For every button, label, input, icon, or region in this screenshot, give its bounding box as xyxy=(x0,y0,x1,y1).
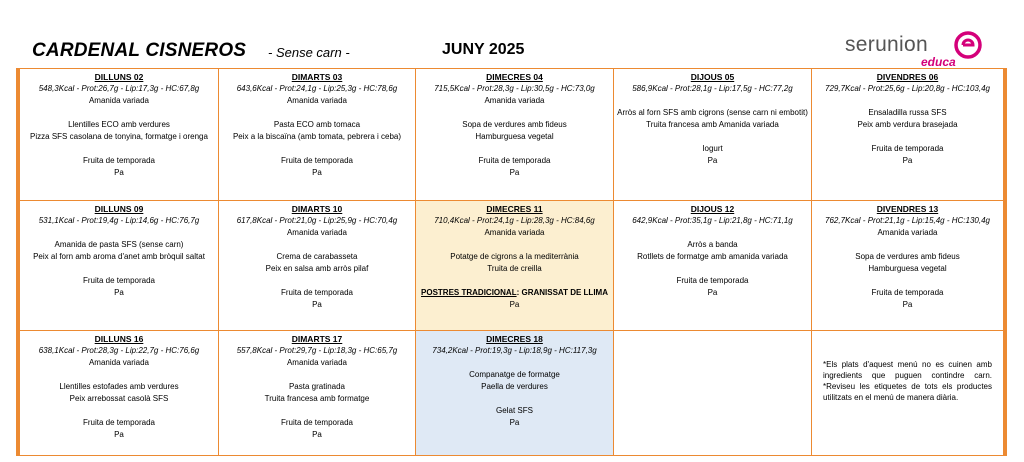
dish-line: Fruita de temporada xyxy=(871,144,944,153)
day-heading: DIMECRES 11 xyxy=(486,204,543,214)
spacer xyxy=(419,357,610,369)
empty-cell xyxy=(614,331,812,456)
dish-line: Pasta gratinada xyxy=(288,382,346,391)
day-heading: DIMARTS 17 xyxy=(291,334,343,344)
dish-line: Amanida de pasta SFS (sense carn) xyxy=(54,240,184,249)
spacer xyxy=(222,239,412,251)
spacer xyxy=(23,263,215,275)
dish-line: Pa xyxy=(902,300,913,309)
nutrition-info: 586,9Kcal - Prot:28,1g - Lip:17,5g - HC:77,2g xyxy=(632,84,793,93)
dish-line: Companatge de formatge xyxy=(469,370,560,379)
dish-line: Potatge de cigrons a la mediterrània xyxy=(450,252,579,261)
dish-line: Amanida variada xyxy=(484,96,545,105)
dish-line: Rotllets de formatge amb amanida variada xyxy=(637,252,788,261)
dish-line: Peix arrebossat casolà SFS xyxy=(69,394,169,403)
nutrition-info: 548,3Kcal - Prot:26,7g - Lip:17,3g - HC:67,8g xyxy=(38,84,200,93)
nutrition-info: 617,8Kcal - Prot:21,0g - Lip:25,9g - HC:70,4g xyxy=(236,216,398,225)
day-heading: DIJOUS 12 xyxy=(690,204,735,214)
school-name: CARDENAL CISNEROS xyxy=(32,40,247,61)
day-heading: DIVENDRES 13 xyxy=(876,204,939,214)
dish-line: Sopa de verdures amb fideus xyxy=(855,252,960,261)
spacer xyxy=(23,107,215,119)
dish-line: Fruita de temporada xyxy=(82,156,156,165)
day-cell xyxy=(219,331,416,456)
dish-line: Fruita de temporada xyxy=(478,156,551,165)
dish-line: Amanida variada xyxy=(286,96,348,105)
nutrition-info: 643,6Kcal - Prot:24,1g - Lip:25,3g - HC:78,6g xyxy=(236,84,398,93)
day-heading: DIMECRES 04 xyxy=(486,72,543,82)
header xyxy=(0,0,1024,69)
nutrition-info: 715,5Kcal - Prot:28,3g - Lip:30,5g - HC:73,0g xyxy=(434,84,595,93)
nutrition-info: 729,7Kcal - Prot:25,6g - Lip:20,8g - HC:103,4g xyxy=(825,84,990,93)
day-heading: DIMARTS 03 xyxy=(291,72,343,82)
spacer xyxy=(222,107,412,119)
dish-line: Amanida variada xyxy=(88,96,150,105)
day-cell xyxy=(416,331,614,456)
dish-line: Pa xyxy=(707,288,718,297)
day-cell xyxy=(614,201,812,331)
spacer xyxy=(617,131,808,143)
dish-line: Llentilles ECO amb verdures xyxy=(68,120,170,129)
dish-line: Amanida variada xyxy=(484,228,545,237)
day-cell xyxy=(219,68,416,201)
spacer xyxy=(815,131,1000,143)
spacer xyxy=(419,393,610,405)
dish-line: Peix al forn amb aroma d'anet amb bròquil saltat xyxy=(33,252,205,261)
spacer xyxy=(23,227,215,239)
day-heading: DILLUNS 02 xyxy=(94,72,144,82)
spacer xyxy=(617,95,808,107)
day-cell xyxy=(812,201,1003,331)
dish-line: Pa xyxy=(312,430,322,439)
dish-line: Amanida variada xyxy=(877,228,938,237)
day-cell xyxy=(20,201,219,331)
dish-line: Crema de carabasseta xyxy=(276,252,358,261)
nutrition-info: 762,7Kcal - Prot:21,1g - Lip:15,4g - HC:130,4g xyxy=(825,216,990,225)
logo-sub-text: educa xyxy=(921,55,956,69)
spacer xyxy=(222,369,412,381)
nutrition-info: 531,1Kcal - Prot:19,4g - Lip:14,6g - HC:76,7g xyxy=(38,216,200,225)
spacer xyxy=(222,143,412,155)
dish-line: Pa xyxy=(114,168,124,177)
dish-line: Pizza SFS casolana de tonyina, formatge i orenga xyxy=(30,132,208,141)
dish-line: Arròs a banda xyxy=(687,240,738,249)
dish-line: Fruita de temporada xyxy=(280,288,354,297)
spacer xyxy=(617,263,808,275)
dish-line: Pa xyxy=(114,430,124,439)
spacer xyxy=(815,239,1000,251)
special-dessert-value: : GRANISSAT DE LLIMA xyxy=(516,288,608,297)
dish-line: Sopa de verdures amb fideus xyxy=(462,120,567,129)
logo-main-text: serunion xyxy=(845,33,928,56)
dish-line: Amanida variada xyxy=(286,228,348,237)
dish-line: Hamburguesa vegetal xyxy=(868,264,947,273)
day-cell xyxy=(219,201,416,331)
dish-line: Paella de verdures xyxy=(481,382,548,391)
spacer xyxy=(23,143,215,155)
day-heading: DIVENDRES 06 xyxy=(876,72,939,82)
special-dessert xyxy=(419,287,610,299)
dish-line: Pasta ECO amb tomaca xyxy=(273,120,361,129)
day-heading: DILLUNS 16 xyxy=(94,334,144,344)
dish-line: Pa xyxy=(509,168,520,177)
menu-grid xyxy=(16,68,1007,456)
month-title: JUNY 2025 xyxy=(442,41,525,58)
spacer xyxy=(222,405,412,417)
menu-subtitle: - Sense carn - xyxy=(268,45,350,60)
dish-line: Amanida variada xyxy=(88,358,150,367)
dish-line: Fruita de temporada xyxy=(82,276,156,285)
nutrition-info: 557,8Kcal - Prot:29,7g - Lip:18,3g - HC:65,7g xyxy=(236,346,398,355)
dish-line: Fruita de temporada xyxy=(676,276,749,285)
day-heading: DIJOUS 05 xyxy=(690,72,735,82)
spacer xyxy=(617,227,808,239)
nutrition-info: 638,1Kcal - Prot:28,3g - Lip:22,7g - HC:76,6g xyxy=(38,346,200,355)
dish-line: Llentilles estofades amb verdures xyxy=(59,382,179,391)
dish-line: Fruita de temporada xyxy=(871,288,944,297)
dish-line: Pa xyxy=(509,418,520,427)
dish-line: Truita francesa amb formatge xyxy=(264,394,370,403)
day-cell xyxy=(20,68,219,201)
dish-line: Pa xyxy=(312,300,322,309)
day-cell xyxy=(812,68,1003,201)
dish-line: Pa xyxy=(114,288,124,297)
dish-line: Pa xyxy=(902,156,913,165)
day-cell xyxy=(416,68,614,201)
menu-note-text: *Els plats d'aquest menú no es cuinen amb ingredients que puguen contindre carn. *Reviseu les etiquetes de tots els productes utilitzats en el menú de manera diària. xyxy=(823,360,992,402)
spacer xyxy=(815,275,1000,287)
spacer xyxy=(419,239,610,251)
serunion-logo xyxy=(845,30,985,70)
day-heading: DILLUNS 09 xyxy=(94,204,144,214)
day-cell xyxy=(20,331,219,456)
dish-line: Peix en salsa amb arròs pilaf xyxy=(265,264,369,273)
spacer xyxy=(815,95,1000,107)
serunion-swirl-icon xyxy=(953,30,983,60)
nutrition-info: 734,2Kcal - Prot:19,3g - Lip:18,9g - HC:117,3g xyxy=(432,346,597,355)
dish-line: Peix a la biscaïna (amb tomata, pebrera i ceba) xyxy=(232,132,402,141)
special-dessert-label: POSTRES TRADICIONAL xyxy=(421,288,517,297)
dish-line: Fruita de temporada xyxy=(280,418,354,427)
day-cell xyxy=(614,68,812,201)
nutrition-info: 642,9Kcal - Prot:35,1g - Lip:21,8g - HC:71,1g xyxy=(632,216,793,225)
nutrition-info: 710,4Kcal - Prot:24,1g - Lip:28,3g - HC:84,6g xyxy=(434,216,595,225)
dish-line: Peix amb verdura brasejada xyxy=(857,120,958,129)
dish-line: Fruita de temporada xyxy=(280,156,354,165)
dish-line: Fruita de temporada xyxy=(82,418,156,427)
dish-line: Pa xyxy=(509,300,520,309)
spacer xyxy=(419,275,610,287)
day-heading: DIMECRES 18 xyxy=(486,334,543,344)
spacer xyxy=(222,275,412,287)
dish-line: Gelat SFS xyxy=(496,406,533,415)
dish-line: Iogurt xyxy=(702,144,723,153)
spacer xyxy=(419,107,610,119)
dish-line: Truita francesa amb Amanida variada xyxy=(646,120,779,129)
day-cell xyxy=(416,201,614,331)
dish-line: Pa xyxy=(707,156,718,165)
dish-line: Truita de creilla xyxy=(487,264,542,273)
dish-line: Ensaladilla russa SFS xyxy=(868,108,947,117)
spacer xyxy=(23,405,215,417)
spacer xyxy=(23,369,215,381)
day-heading: DIMARTS 10 xyxy=(291,204,343,214)
dish-line: Pa xyxy=(312,168,322,177)
dish-line: Arròs al forn SFS amb cigrons (sense carn ni embotit) xyxy=(617,108,808,117)
dish-line: Amanida variada xyxy=(286,358,348,367)
menu-note xyxy=(812,331,1003,456)
dish-line: Hamburguesa vegetal xyxy=(475,132,554,141)
spacer xyxy=(419,143,610,155)
